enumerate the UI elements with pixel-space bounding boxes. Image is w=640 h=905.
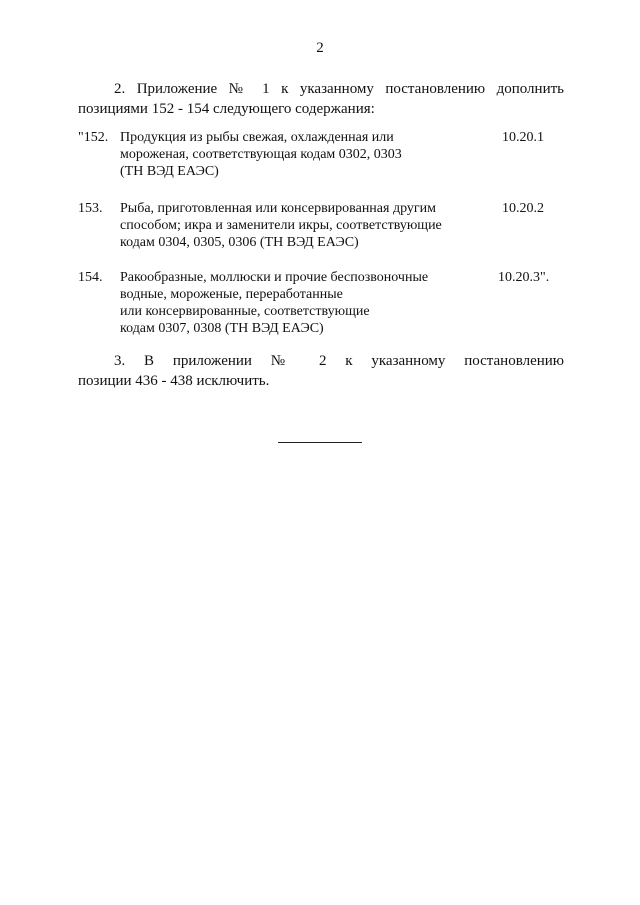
- position-description: [120, 269, 480, 337]
- position-description-line: Рыба, приготовленная или консервированная другим: [120, 201, 436, 216]
- position-description: [120, 129, 480, 180]
- position-code: 10.20.1: [502, 130, 544, 145]
- paragraph-2-line-1: 2. Приложение № 1 к указанному постановлению дополнить: [114, 81, 564, 97]
- paragraph-3-line-2: позиции 436 - 438 исключить.: [78, 373, 270, 389]
- position-number: "152.: [78, 130, 109, 145]
- paragraph-2-line-2: позициями 152 - 154 следующего содержания:: [78, 101, 375, 117]
- paragraph-3: [78, 351, 564, 391]
- position-description-line: способом; икра и заменители икры, соответствующие: [120, 218, 442, 233]
- end-divider-line: [278, 442, 362, 443]
- position-description-line: кодам 0304, 0305, 0306 (ТН ВЭД ЕАЭС): [120, 235, 359, 250]
- position-code: 10.20.3".: [498, 270, 550, 285]
- position-description-line: Ракообразные, моллюски и прочие беспозвоночные: [120, 270, 429, 285]
- position-code: 10.20.2: [502, 201, 544, 216]
- position-description-line: (ТН ВЭД ЕАЭС): [120, 164, 219, 179]
- position-description-line: мороженая, соответствующая кодам 0302, 0303: [120, 147, 402, 162]
- page-number: 2: [316, 40, 324, 56]
- paragraph-3-line-1: 3. В приложении № 2 к указанному постановлению: [114, 353, 564, 369]
- paragraph-2: [78, 79, 564, 119]
- position-description-line: водные, мороженые, переработанные: [120, 287, 343, 302]
- position-description-line: или консервированные, соответствующие: [120, 304, 370, 319]
- position-number: 153.: [78, 201, 103, 216]
- position-number: 154.: [78, 270, 103, 285]
- position-description: [120, 200, 480, 251]
- position-description-line: кодам 0307, 0308 (ТН ВЭД ЕАЭС): [120, 321, 324, 336]
- position-description-line: Продукция из рыбы свежая, охлажденная или: [120, 130, 394, 145]
